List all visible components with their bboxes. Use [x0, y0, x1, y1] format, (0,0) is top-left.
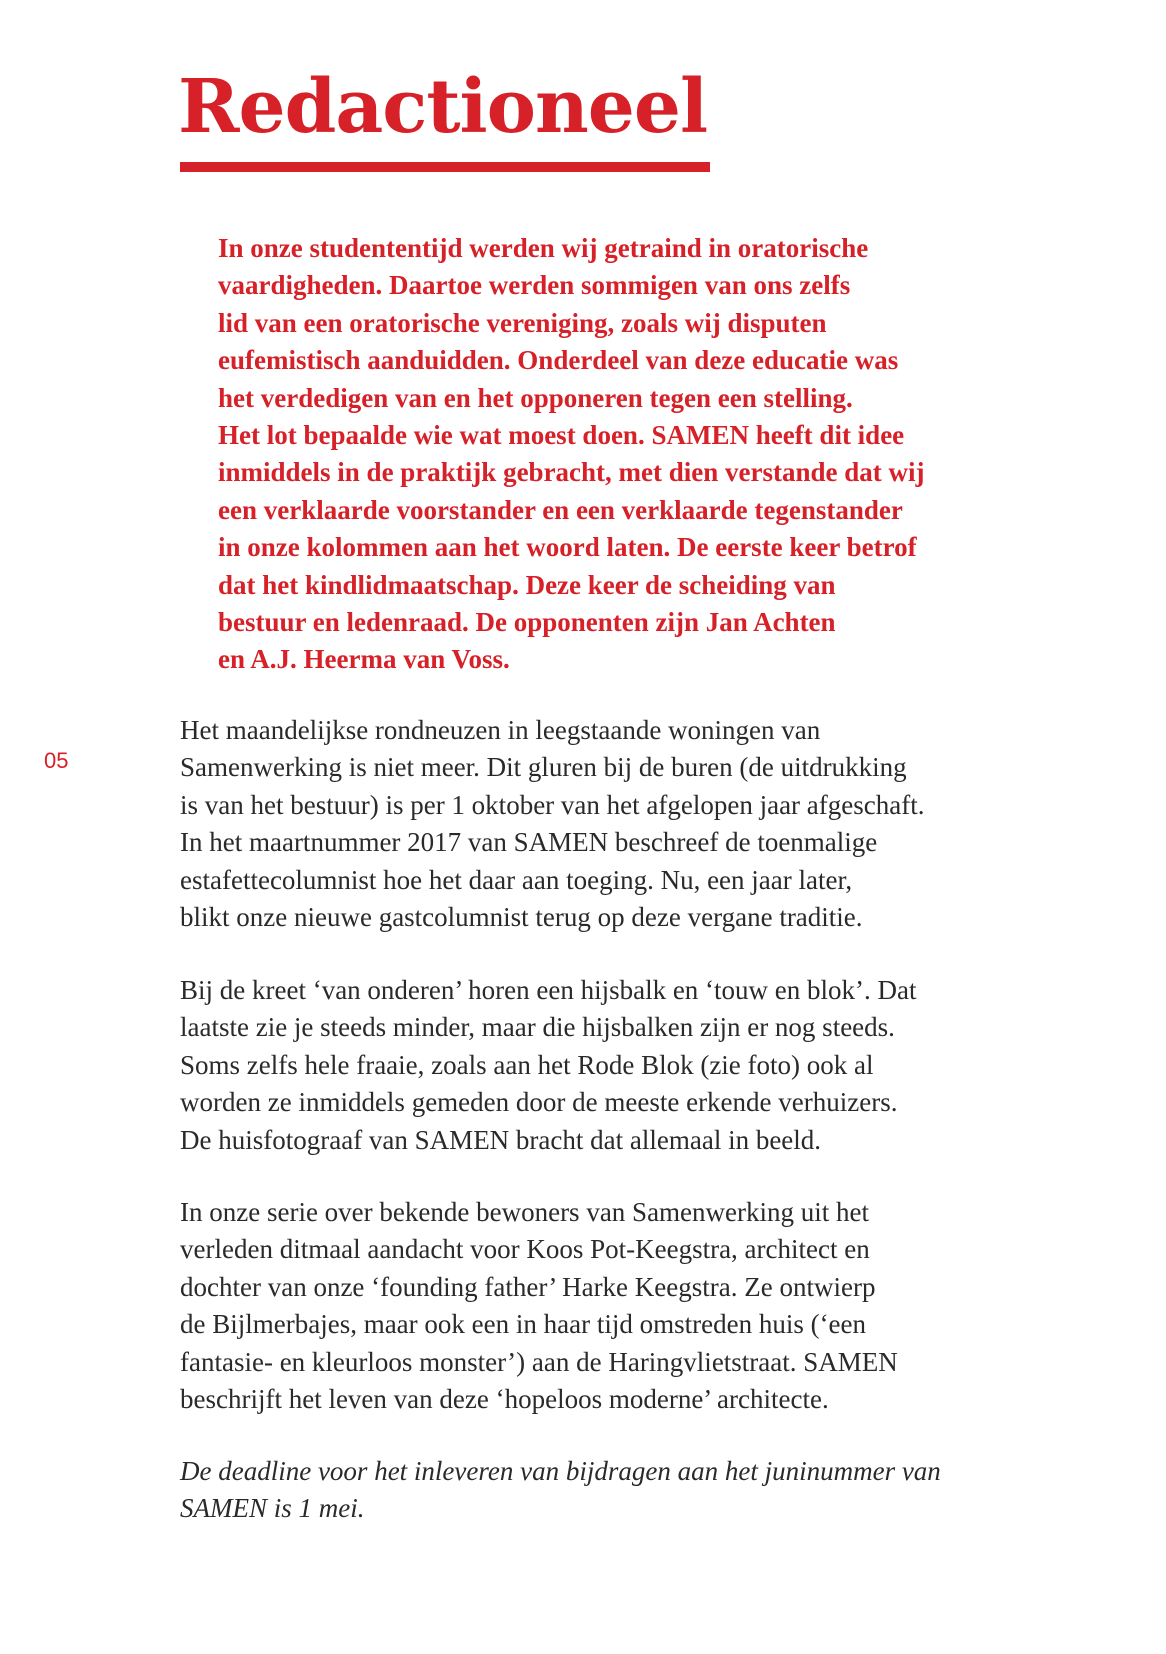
body-line: Samenwerking is niet meer. Dit gluren bij de buren (de uitdrukking [180, 752, 907, 783]
body-line: De deadline voor het inleveren van bijdragen aan het juninummer van [180, 1456, 941, 1486]
page-number: 05 [44, 748, 69, 773]
intro-line: een verklaarde voorstander en een verklaarde tegenstander [218, 494, 903, 525]
body-paragraph-3 [180, 1194, 1080, 1418]
deadline-note [180, 1453, 1080, 1528]
page-title: Redactioneel [178, 64, 708, 150]
body-line: verleden ditmaal aandacht voor Koos Pot-Keegstra, architect en [180, 1234, 870, 1265]
body-line: De huisfotograaf van SAMEN bracht dat allemaal in beeld. [180, 1124, 822, 1155]
body-line: Het maandelijkse rondneuzen in leegstaande woningen van [180, 715, 821, 745]
body-line: Soms zelfs hele fraaie, zoals aan het Rode Blok (zie foto) ook al [180, 1049, 874, 1080]
intro-line: Het lot bepaalde wie wat moest doen. SAMEN heeft dit idee [218, 420, 905, 451]
intro-line: lid van een oratorische vereniging, zoals wij disputen [218, 307, 827, 338]
body-line: In onze serie over bekende bewoners van Samenwerking uit het [180, 1197, 870, 1227]
body-line: de Bijlmerbajes, maar ook een in haar tijd omstreden huis (‘een [180, 1309, 867, 1340]
body-line: estafettecolumnist hoe het daar aan toeging. Nu, een jaar later, [180, 864, 853, 895]
body-line: is van het bestuur) is per 1 oktober van het afgelopen jaar afgeschaft. [180, 789, 925, 820]
body-line: SAMEN is 1 mei. [180, 1493, 365, 1524]
body-line: blikt onze nieuwe gastcolumnist terug op deze vergane traditie. [180, 902, 863, 933]
intro-line: inmiddels in de praktijk gebracht, met dien verstande dat wij [218, 457, 925, 488]
intro-line: bestuur en ledenraad. De opponenten zijn Jan Achten [218, 607, 836, 638]
body-line: dochter van onze ‘founding father’ Harke Keegstra. Ze ontwierp [180, 1271, 876, 1302]
body-line: fantasie- en kleurloos monster’) aan de Haringvlietstraat. SAMEN [180, 1346, 898, 1377]
title-underline [180, 162, 710, 172]
intro-paragraph [218, 230, 1048, 679]
body-line: Bij de kreet ‘van onderen’ horen een hijsbalk en ‘touw en blok’. Dat [180, 975, 917, 1005]
intro-line: eufemistisch aanduidden. Onderdeel van deze educatie was [218, 345, 899, 376]
intro-line: in onze kolommen aan het woord laten. De eerste keer betrof [218, 532, 917, 563]
intro-line: het verdedigen van en het opponeren tegen een stelling. [218, 382, 853, 413]
body-line: beschrijft het leven van deze ‘hopeloos moderne’ architecte. [180, 1384, 829, 1415]
body-paragraph-1 [180, 712, 1080, 936]
body-paragraph-2 [180, 972, 1080, 1159]
intro-line: dat het kindlidmaatschap. Deze keer de scheiding van [218, 569, 836, 600]
body-line: laatste zie je steeds minder, maar die hijsbalken zijn er nog steeds. [180, 1012, 895, 1043]
body-line: In het maartnummer 2017 van SAMEN beschreef de toenmalige [180, 827, 878, 858]
intro-line: In onze studententijd werden wij getraind in oratorische [218, 233, 869, 263]
body-line: worden ze inmiddels gemeden door de meeste erkende verhuizers. [180, 1087, 898, 1118]
intro-line: vaardigheden. Daartoe werden sommigen van ons zelfs [218, 270, 851, 301]
intro-line: en A.J. Heerma van Voss. [218, 644, 510, 675]
